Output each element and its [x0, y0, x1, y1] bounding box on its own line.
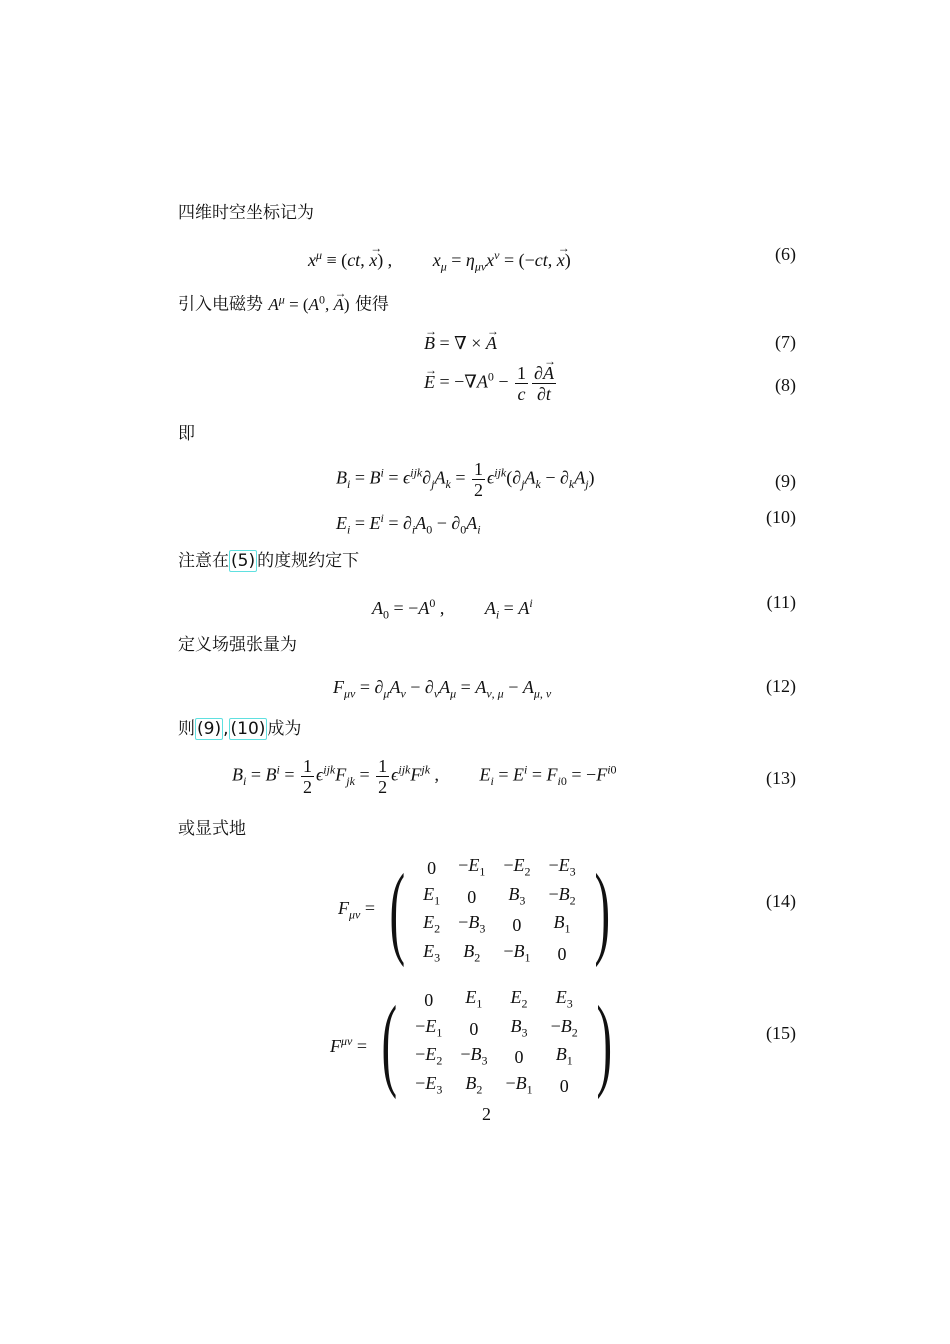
- equation-number: (6): [775, 244, 796, 264]
- matrix-row: [414, 883, 584, 912]
- equation-reference-link[interactable]: (10): [230, 719, 266, 739]
- page-number: 2: [482, 1104, 491, 1124]
- matrix-row: [414, 854, 584, 883]
- matrix-cell: $E_3$: [555, 987, 573, 1011]
- matrix-cell: $B_3$: [510, 1015, 528, 1040]
- equation-number: (9): [775, 471, 796, 491]
- matrix-cell: $-B_1$: [505, 1072, 533, 1097]
- matrix-cell: 0: [557, 944, 567, 965]
- matrix-cell: $E_2$: [510, 987, 528, 1011]
- paragraph-text: 的度规约定下: [257, 551, 360, 571]
- equation-11: $A_0 = -A^0$ , $A_i = A^i$: [372, 596, 533, 622]
- paragraph-potential: 引入电磁势 $A^\mu = (A^0$, → A) 使得: [178, 288, 389, 316]
- matrix-cell: 0: [512, 915, 522, 936]
- equation-number: (7): [775, 332, 796, 352]
- equation-7: → B = ∇ × → A: [424, 332, 497, 354]
- field-tensor-matrix-lower: ( 0 $-E_1$ $-E_2$ $-E_3$ $E_1$ 0 $B_3$ $-B_2$ $E_2$ $-B_3$ 0 $B_1$ $E_3$ $B_2$ $-B_1$ 0 ): [389, 853, 610, 969]
- matrix-row: [414, 911, 584, 940]
- matrix-cell: $-B_3$: [458, 912, 486, 936]
- matrix-cell: $-E_3$: [415, 1072, 443, 1097]
- equation-9: $B_i = B^i = \epsilon^{ijk}\partial_jA_k$ = $\frac{1}{2}$ $\epsilon^{ijk}(\partial_jA_k - \partial_kA_j)$: [336, 459, 595, 500]
- matrix-row: [414, 940, 584, 969]
- equation-reference-link[interactable]: (9): [197, 719, 222, 739]
- matrix-cell: 0: [559, 1076, 569, 1097]
- field-tensor-matrix-upper: ( 0 $E_1$ $E_2$ $E_3$ $-E_1$ 0 $B_3$ $-B_2$ $-E_2$ $-B_3$ 0 $B_1$ $-E_3$ $B_2$ $-B_1$ 0 ): [381, 985, 612, 1101]
- matrix-cell: $B_1$: [555, 1044, 573, 1068]
- equation-number: (12): [766, 676, 796, 696]
- paragraph-text: ,: [223, 719, 229, 739]
- paragraph-explicitly: 或显式地: [178, 819, 246, 839]
- matrix-cell: 0: [427, 858, 437, 879]
- paragraph-spacetime-coords: 四维时空坐标记为: [178, 203, 314, 223]
- matrix-cell: $-E_3$: [548, 855, 576, 879]
- matrix-cell: $B_2$: [463, 940, 481, 965]
- matrix-row: [406, 1043, 587, 1072]
- paragraph-text: 注意在: [178, 551, 229, 571]
- matrix-cell: $-E_1$: [458, 855, 486, 879]
- equation-13: $B_i = B^i$ = $\frac{1}{2}$ $\epsilon^{ijk}F_{jk}$ = $\frac{1}{2}$ $\epsilon^{ijk}F^{jk}$ , $E_i = E^i = F_{i0} = -F^{i0}$: [232, 756, 617, 797]
- equation-6: $x^\mu \equiv (ct$, → x) , $x_\mu = \eta_{\mu\nu}x^\nu = (-ct$, → x): [308, 244, 571, 278]
- matrix-cell: $E_1$: [423, 883, 441, 908]
- paragraph-text: 使得: [354, 294, 389, 315]
- equation-12: $F_{\mu\nu} = \partial_\mu A_\nu - \partial_\nu A_\mu = A_{\nu, \mu} - A_{\mu, \nu}$: [333, 677, 552, 701]
- matrix-cell: $E_1$: [465, 987, 483, 1011]
- paragraph-namely: 即: [178, 424, 195, 444]
- equation-10: $E_i = E^i = \partial_iA_0 - \partial_0A_i$: [336, 511, 481, 537]
- paragraph-text: 引入电磁势: [178, 294, 263, 315]
- equation-number: (8): [775, 375, 796, 395]
- equation-15: $F^{\mu\nu}$ = ( 0 $E_1$ $E_2$ $E_3$ $-E_1$ 0 $B_3$ $-B_2$ $-E_2$ $-B_3$ 0 $B_1$ $-E_3$ $B_2$ $-B_1$ 0 ): [330, 986, 621, 1100]
- matrix-cell: $E_3$: [423, 940, 441, 965]
- matrix-cell: 0: [469, 1018, 479, 1039]
- matrix-cell: $B_3$: [508, 883, 526, 908]
- matrix-row: [406, 1072, 587, 1101]
- paragraph-text: 则: [178, 719, 195, 739]
- paragraph-field-tensor: 定义场强张量为: [178, 635, 297, 655]
- matrix-cell: 0: [424, 990, 434, 1011]
- paragraph-metric-note: [178, 550, 359, 572]
- equation-reference-link[interactable]: (5): [231, 551, 256, 571]
- matrix-cell: $B_2$: [465, 1072, 483, 1097]
- matrix-row: [406, 986, 587, 1015]
- matrix-cell: $-B_3$: [460, 1044, 488, 1068]
- equation-8: → $E = -\nabla A^0$ − $\frac{1}{c}$ $\frac{\partial\to A}{\partial t}$: [424, 363, 558, 404]
- matrix-cell: $-E_2$: [503, 855, 531, 879]
- matrix-cell: $B_1$: [553, 912, 571, 936]
- matrix-row: [406, 1015, 587, 1044]
- equation-number: (14): [766, 891, 796, 911]
- matrix-cell: 0: [514, 1047, 524, 1068]
- matrix-cell: $-E_2$: [415, 1044, 443, 1068]
- matrix-cell: $-E_1$: [415, 1015, 443, 1040]
- matrix-cell: 0: [467, 886, 477, 907]
- matrix-cell: $-B_2$: [550, 1015, 578, 1040]
- paragraph-then: [178, 718, 301, 740]
- equation-number: (10): [766, 507, 796, 527]
- equation-number: (11): [766, 592, 796, 612]
- matrix-cell: $-B_2$: [548, 883, 576, 908]
- equation-number: (13): [766, 768, 796, 788]
- matrix-cell: $E_2$: [423, 912, 441, 936]
- matrix-cell: $-B_1$: [503, 940, 531, 965]
- paragraph-text: 成为: [267, 719, 302, 739]
- equation-number: (15): [766, 1023, 796, 1043]
- equation-14: $F_{\mu\nu}$ = ( 0 $-E_1$ $-E_2$ $-E_3$ $E_1$ 0 $B_3$ $-B_2$ $E_2$ $-B_3$ 0 $B_1$ $E_3$ $B_2$ $-B_1$ 0 ): [338, 854, 619, 968]
